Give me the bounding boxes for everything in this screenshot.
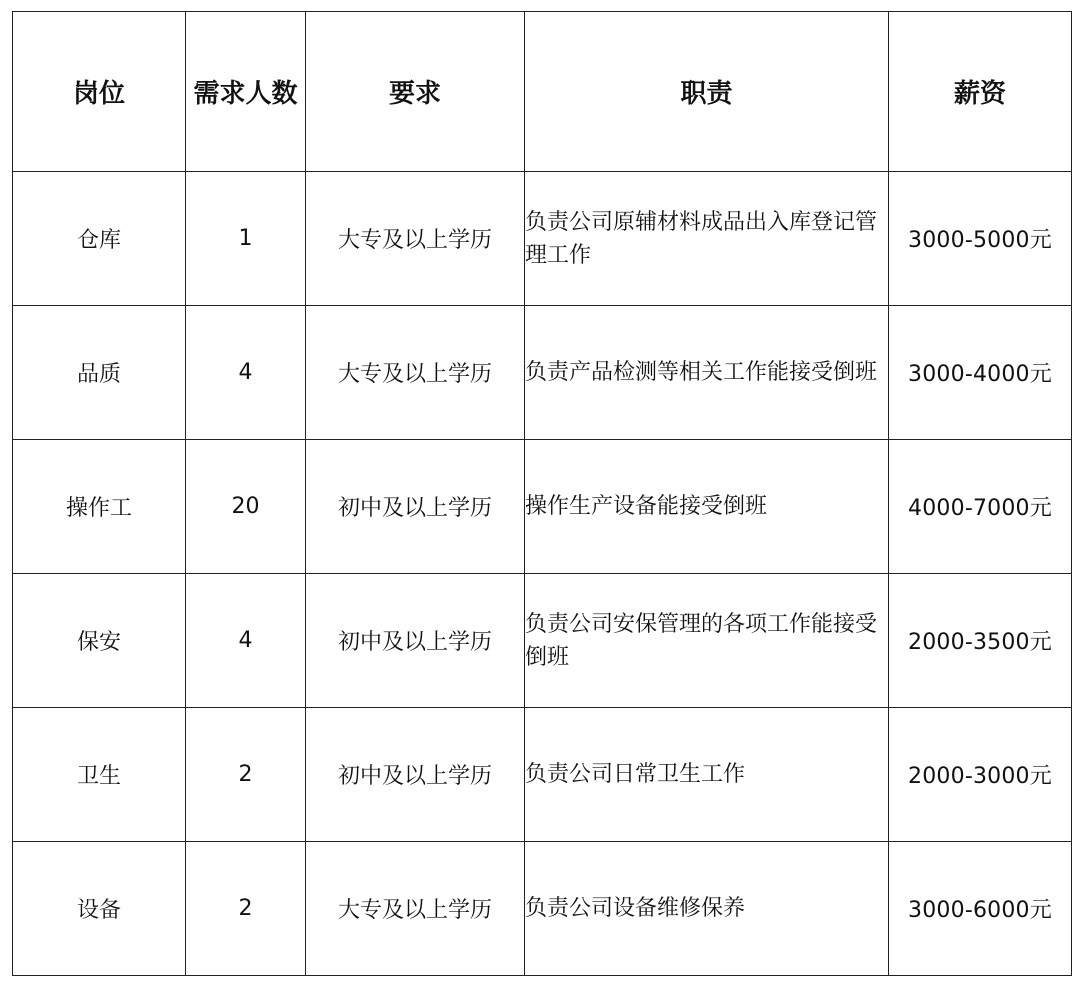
cell-headcount: 4 [186,574,306,708]
cell-duty: 负责产品检测等相关工作能接受倒班 [525,306,889,440]
table-row [13,574,1072,708]
cell-requirement: 初中及以上学历 [306,574,525,708]
header-row [13,12,1072,172]
cell-position: 仓库 [13,172,186,306]
table-row [13,172,1072,306]
cell-position: 设备 [13,842,186,976]
header-salary: 薪资 [889,12,1072,172]
cell-requirement: 大专及以上学历 [306,172,525,306]
cell-duty: 操作生产设备能接受倒班 [525,440,889,574]
cell-duty: 负责公司安保管理的各项工作能接受倒班 [525,574,889,708]
table-row [13,306,1072,440]
cell-salary: 2000-3500元 [889,574,1072,708]
cell-headcount: 4 [186,306,306,440]
cell-requirement: 初中及以上学历 [306,708,525,842]
job-openings-table [12,11,1072,976]
cell-requirement: 初中及以上学历 [306,440,525,574]
cell-duty: 负责公司设备维修保养 [525,842,889,976]
cell-position: 品质 [13,306,186,440]
table-row [13,842,1072,976]
cell-duty: 负责公司原辅材料成品出入库登记管理工作 [525,172,889,306]
cell-salary: 4000-7000元 [889,440,1072,574]
table-header [13,12,1072,172]
header-position: 岗位 [13,12,186,172]
header-duty: 职责 [525,12,889,172]
cell-headcount: 2 [186,708,306,842]
cell-salary: 3000-4000元 [889,306,1072,440]
cell-headcount: 20 [186,440,306,574]
cell-salary: 3000-5000元 [889,172,1072,306]
cell-salary: 3000-6000元 [889,842,1072,976]
table-row [13,440,1072,574]
header-headcount: 需求人数 [186,12,306,172]
cell-position: 操作工 [13,440,186,574]
header-requirement: 要求 [306,12,525,172]
cell-position: 卫生 [13,708,186,842]
table-row [13,708,1072,842]
table-body [13,172,1072,976]
cell-salary: 2000-3000元 [889,708,1072,842]
cell-position: 保安 [13,574,186,708]
cell-requirement: 大专及以上学历 [306,842,525,976]
cell-headcount: 1 [186,172,306,306]
cell-duty: 负责公司日常卫生工作 [525,708,889,842]
cell-requirement: 大专及以上学历 [306,306,525,440]
cell-headcount: 2 [186,842,306,976]
